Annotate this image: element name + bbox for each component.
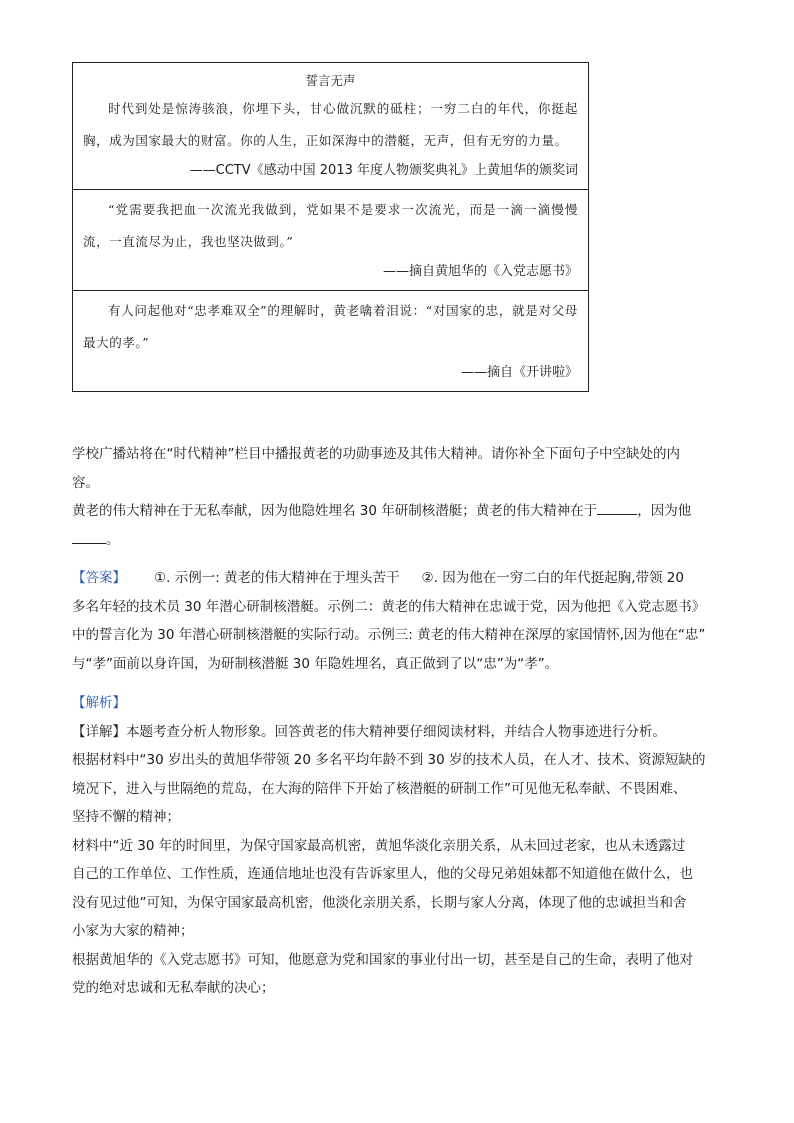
quote-section-award-speech (73, 63, 588, 190)
answer-line: 多名年轻的技术员 30 年潜心研制核潜艇。示例二：黄老的伟大精神在忠诚于党，因为他把《入党志愿书》 (72, 598, 706, 615)
circled-number-1: ① (154, 570, 167, 586)
answer-part-1: . 示例一: 黄老的伟大精神在于埋头苦干 (166, 570, 400, 586)
detail-text: 本题考查分析人物形象。回答黄老的伟大精神要仔细阅读材料，并结合人物事迹进行分析。 (126, 723, 666, 740)
question-line: 学校广播站将在“时代精神”栏目中播报黄老的功勋事迹及其伟大精神。请你补全下面句子中空缺处的内 (72, 446, 680, 462)
question-fill-line (72, 526, 722, 555)
detail-line (72, 718, 722, 747)
analysis-line: 没有见过他”可知，为保守国家最高机密，他淡化亲朋关系，长期与家人分离，体现了他的忠诚担当和舍 (72, 894, 687, 911)
question-text: 黄老的伟大精神在于无私奉献，因为他隐姓埋名 30 年研制核潜艇；黄老的伟大精神在于 (72, 503, 598, 519)
analysis-line: 根据黄旭华的《入党志愿书》可知，他愿意为党和国家的事业付出一切，甚至是自己的生命，表明了他对 (72, 951, 693, 968)
analysis-block (72, 689, 722, 1003)
analysis-line: 党的绝对忠诚和无私奉献的决心； (72, 980, 275, 996)
quote-title: 誓言无声 (305, 73, 356, 88)
answer-block (72, 564, 722, 678)
analysis-line: 坚持不懈的精神； (72, 809, 180, 825)
answer-line: 中的誓言化为 30 年潜心研制核潜艇的实际行动。示例三: 黄老的伟大精神在深厚的家国情怀,因为他在“忠” (72, 627, 706, 643)
answer-line (72, 564, 722, 593)
question-line: 容。 (72, 474, 99, 491)
answer-label: 【答案】 (72, 570, 126, 586)
quote-box (72, 62, 589, 392)
quote-section-party-application (73, 190, 588, 291)
quote-text: “党需要我把血一次流光我做到，党如果不是要求一次流光，而是一滴一滴慢慢流，一直流尽为止，我也坚决做到。” (83, 202, 578, 249)
quote-text: 时代到处是惊涛骇浪，你埋下头，甘心做沉默的砥柱；一穷二白的年代，你挺起胸，成为国家最大的财富。你的人生，正如深海中的潜艇，无声，但有无穷的力量。 (83, 101, 578, 148)
analysis-line: 小家为大家的精神； (72, 923, 194, 939)
answer-line: 与“孝”面前以身许国，为研制核潜艇 30 年隐姓埋名，真正做到了以“忠”为“孝”。 (72, 655, 559, 672)
analysis-label: 【解析】 (72, 695, 126, 711)
answer-part-2: . 因为他在一穷二白的年代挺起胸,带领 20 (433, 570, 684, 586)
detail-label: 【详解】 (72, 723, 126, 740)
circled-number-2: ② (421, 570, 434, 586)
answer-blank-2[interactable] (72, 529, 106, 544)
quote-source: ——CCTV《感动中国 2013 年度人物颁奖典礼》上黄旭华的颁奖词 (189, 163, 578, 178)
question-fill-line (72, 497, 722, 526)
analysis-label-line (72, 689, 722, 718)
analysis-line: 境况下，进入与世隔绝的荒岛，在大海的陪伴下开始了核潜艇的研制工作”可见他无私奉献、不畏困难、 (72, 780, 687, 797)
quote-source: ——摘自《开讲啦》 (460, 365, 578, 380)
quote-section-lecture (73, 291, 588, 391)
quote-text: 有人问起他对“忠孝难双全”的理解时，黄老噙着泪说：“对国家的忠，就是对父母最大的孝。” (83, 303, 578, 350)
question-text: 。 (106, 531, 120, 548)
analysis-line: 根据材料中“30 岁出头的黄旭华带领 20 多名平均年龄不到 30 岁的技术人员，在人才、技术、资源短缺的 (72, 752, 706, 768)
analysis-line: 自己的工作单位、工作性质，连通信地址也没有告诉家里人，他的父母兄弟姐妹都不知道他在做什么，也 (72, 866, 693, 882)
answer-blank-1[interactable] (597, 500, 637, 515)
quote-source: ——摘自黄旭华的《入党志愿书》 (382, 264, 578, 279)
analysis-line: 材料中“近 30 年的时间里，为保守国家最高机密，黄旭华淡化亲朋关系，从未回过老家，也从未透露过 (72, 837, 686, 854)
question-block (72, 440, 722, 554)
question-text: ，因为他 (637, 503, 692, 519)
